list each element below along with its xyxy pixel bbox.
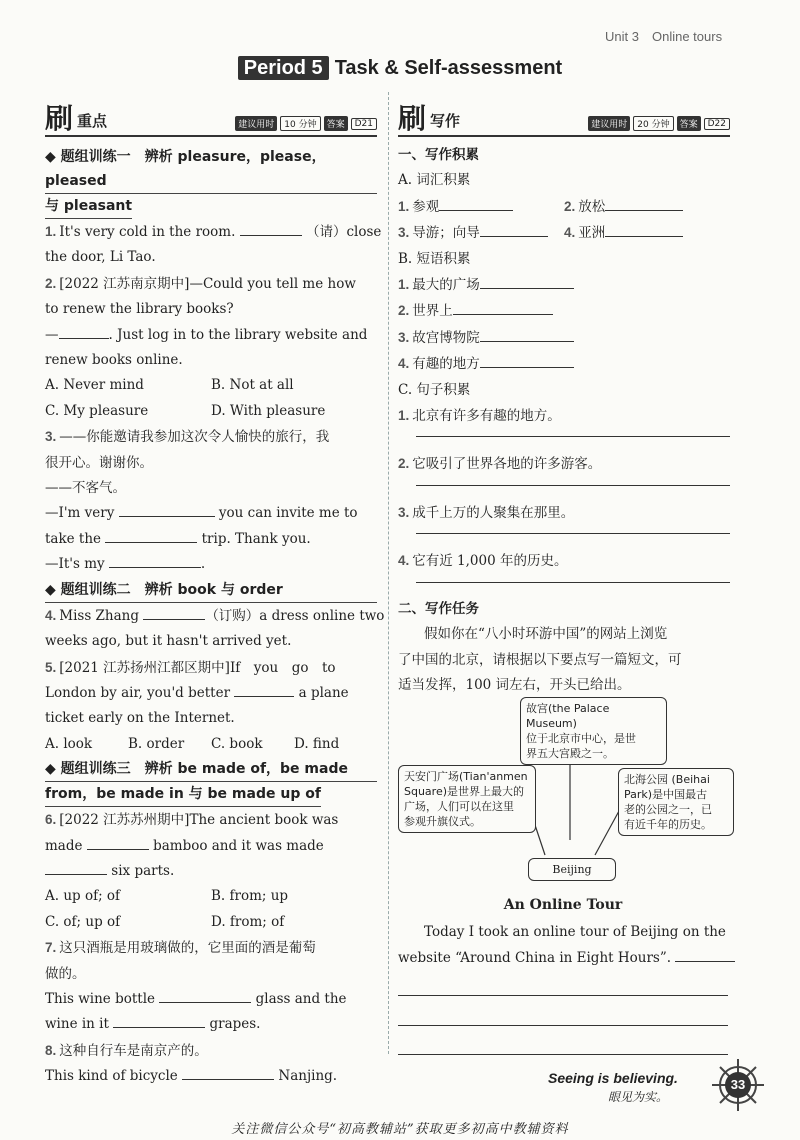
group-title-1b: 与 pleasant — [45, 194, 132, 219]
vocab-heading: A. 词汇积累 — [398, 172, 471, 189]
answer-line[interactable] — [416, 484, 730, 486]
group-title-2: ◆ 题组训练二 辨析 book 与 order — [45, 578, 377, 603]
answer-blank[interactable] — [45, 861, 107, 875]
phrase-4: 4. 有趣的地方 — [398, 351, 730, 377]
phrase-3: 3. 故宫博物院 — [398, 325, 730, 351]
answer-blank[interactable] — [240, 222, 302, 236]
beihai-park-box: 北海公园 (Beihai Park)是中国最古 老的公园之一，已 有近千年的历史。 — [618, 768, 734, 836]
answer-blank[interactable] — [605, 223, 683, 237]
vocab-row-2: 3. 导游；向导 4. 亚洲 — [398, 220, 730, 246]
section-label: 重点 — [77, 112, 108, 130]
answer-blank[interactable] — [439, 197, 513, 211]
section-header-writing — [398, 95, 730, 137]
time-badge: 建议用时 10 分钟 答案 D21 — [235, 116, 377, 131]
group-title-1: ◆ 题组训练一 辨析 pleasure，please，pleased — [45, 145, 377, 194]
part1-heading: 一、写作积累 — [398, 147, 479, 163]
question-3: 3. ——你能邀请我参加这次令人愉快的旅行，我 — [45, 429, 330, 446]
phrase-heading: B. 短语积累 — [398, 250, 471, 267]
answer-blank[interactable] — [182, 1066, 274, 1080]
answer-line[interactable] — [416, 435, 730, 437]
section-header-focus — [45, 95, 377, 137]
group-title-3b: from，be made in 与 be made up of — [45, 782, 321, 807]
answer-blank[interactable] — [119, 503, 215, 517]
sentence-3: 3. 成千上万的人聚集在那里。 — [398, 504, 575, 521]
task-line-2: 了中国的北京，请根据以下要点写一篇短文，可 — [398, 651, 682, 668]
brush-icon: 刷 — [398, 102, 427, 135]
answer-blank[interactable] — [87, 836, 149, 850]
question-7: 7. 这只酒瓶是用玻璃做的，它里面的酒是葡萄 — [45, 940, 316, 957]
answer-blank[interactable] — [113, 1014, 205, 1028]
bottom-watermark-note: 关注微信公众号“初高教辅站”获取更多初高中教辅资料 — [231, 1122, 569, 1137]
tiananmen-box: 天安门广场(Tian'anmen Square)是世界上最大的 广场，人们可以在这里 参观升旗仪式。 — [398, 765, 536, 833]
phrase-1: 1. 最大的广场 — [398, 272, 730, 298]
question-4: 4. Miss Zhang （订购）a dress online two — [45, 607, 385, 624]
answer-blank[interactable] — [480, 275, 574, 289]
task-line-1: 假如你在“八小时环游中国”的网站上浏览 — [424, 626, 668, 643]
group-title-3: ◆ 题组训练三 辨析 be made of，be made — [45, 757, 377, 782]
answer-blank[interactable] — [59, 325, 109, 339]
answer-blank[interactable] — [480, 354, 574, 368]
essay-line[interactable] — [398, 995, 728, 996]
period-badge: Period 5 — [238, 56, 329, 80]
answer-blank[interactable] — [453, 301, 553, 315]
sentence-4: 4. 它有近 1,000 年的历史。 — [398, 553, 568, 570]
beijing-box: Beijing — [528, 858, 616, 881]
part2-heading: 二、写作任务 — [398, 600, 479, 617]
essay-line-2: website “Around China in Eight Hours”. — [398, 946, 730, 971]
task-line-3: 适当发挥，100 词左右，开头已给出。 — [398, 676, 631, 693]
question-6: 6. [2022 江苏苏州期中]The ancient book was — [45, 812, 339, 829]
unit-topic: Online tours — [651, 29, 723, 44]
left-column: 刷 重点 建议用时 10 分钟 答案 D21 ◆ 题组训练一 辨析 pleasure，please，pleased 与 pleasant 1. It's very cold in the room. （请）close the door, Li Tao. 2. [2022 江苏南京期中]—Could you tell me how to renew the library books? — . Just log in to the library website and renew books online. A. Never mind B. Not at all C. My pleasure D. With pleasure 3. ——你能邀请我参加这次令人愉快的旅行，我 很开心。谢谢你。 ——不客气。 —I'm very you can invite me to take the trip. Thank you. —It's my . ◆ 题组训练二 辨析 book 与 order 4. Miss Zhang （订购）a dress online two weeks ago, but it hasn't arrived yet. 5. [2021 江苏扬州江都区期中]If you go to London by air, you'd better a plane ticket early on the Internet. A. look B. order C. book D. find ◆ 题组训练三 辨析 be made of，be made from，be made in 与 be made up of 6. [2022 江苏苏州期中]The ancient book was made bamboo and it was made six parts. A. up of; of B. from; up C. of; up of D. from; of 7. 这只酒瓶是用玻璃做的，它里面的酒是葡萄 做的。 This wine bottle glass and the wine in it grapes. 8. 这种自行车是南京产的。 This kind of bicycle Nanjing. — [45, 95, 377, 1090]
answer-line[interactable] — [416, 532, 730, 534]
answer-blank[interactable] — [605, 197, 683, 211]
answer-blank[interactable] — [480, 328, 574, 342]
vocab-row-1: 1. 参观 2. 放松 — [398, 194, 730, 220]
question-8: 8. 这种自行车是南京产的。 — [45, 1042, 208, 1059]
answer-blank[interactable] — [159, 989, 251, 1003]
sentence-2: 2. 它吸引了世界各地的许多游客。 — [398, 456, 602, 473]
section-label: 写作 — [430, 112, 461, 130]
brush-icon: 刷 — [45, 102, 74, 135]
question-2: 2. [2022 江苏南京期中]—Could you tell me how — [45, 275, 356, 292]
footer-motto-cn: 眼见为实。 — [608, 1090, 669, 1104]
column-divider — [388, 92, 389, 1054]
answer-blank[interactable] — [234, 683, 294, 697]
sentence-heading: C. 句子积累 — [398, 381, 471, 398]
options-q5: A. look B. order C. book D. find — [45, 735, 340, 752]
essay-line[interactable] — [398, 1054, 728, 1055]
running-header — [605, 26, 722, 45]
page-title — [0, 57, 800, 80]
unit-label: Unit 3 — [605, 29, 639, 44]
palace-museum-box: 故宫(the Palace Museum) 位于北京市中心，是世 界五大宫殿之一。 — [520, 697, 667, 765]
answer-blank[interactable] — [480, 223, 548, 237]
answer-blank[interactable] — [109, 554, 201, 568]
essay-line-1: Today I took an online tour of Beijing on the — [424, 924, 726, 940]
phrase-2: 2. 世界上 — [398, 298, 730, 324]
options-q2: A. Never mind B. Not at all — [45, 377, 294, 394]
answer-blank[interactable] — [675, 948, 735, 962]
answer-blank[interactable] — [143, 606, 205, 620]
sentence-1: 1. 北京有许多有趣的地方。 — [398, 408, 561, 425]
question-5: 5. [2021 江苏扬州江都区期中]If you go to — [45, 659, 336, 676]
title-text: Task & Self-assessment — [334, 57, 563, 79]
answer-blank[interactable] — [105, 529, 197, 543]
answer-line[interactable] — [416, 581, 730, 583]
question-1: 1. It's very cold in the room. （请）close — [45, 224, 382, 240]
options-q6: A. up of; of B. from; up — [45, 888, 289, 905]
time-badge: 建议用时 20 分钟 答案 D22 — [588, 116, 730, 131]
right-column — [398, 95, 730, 698]
essay-line[interactable] — [398, 1025, 728, 1026]
essay-title: An Online Tour — [503, 897, 623, 913]
page-number: 33 — [725, 1072, 751, 1098]
footer-motto: Seeing is believing. — [548, 1070, 678, 1086]
